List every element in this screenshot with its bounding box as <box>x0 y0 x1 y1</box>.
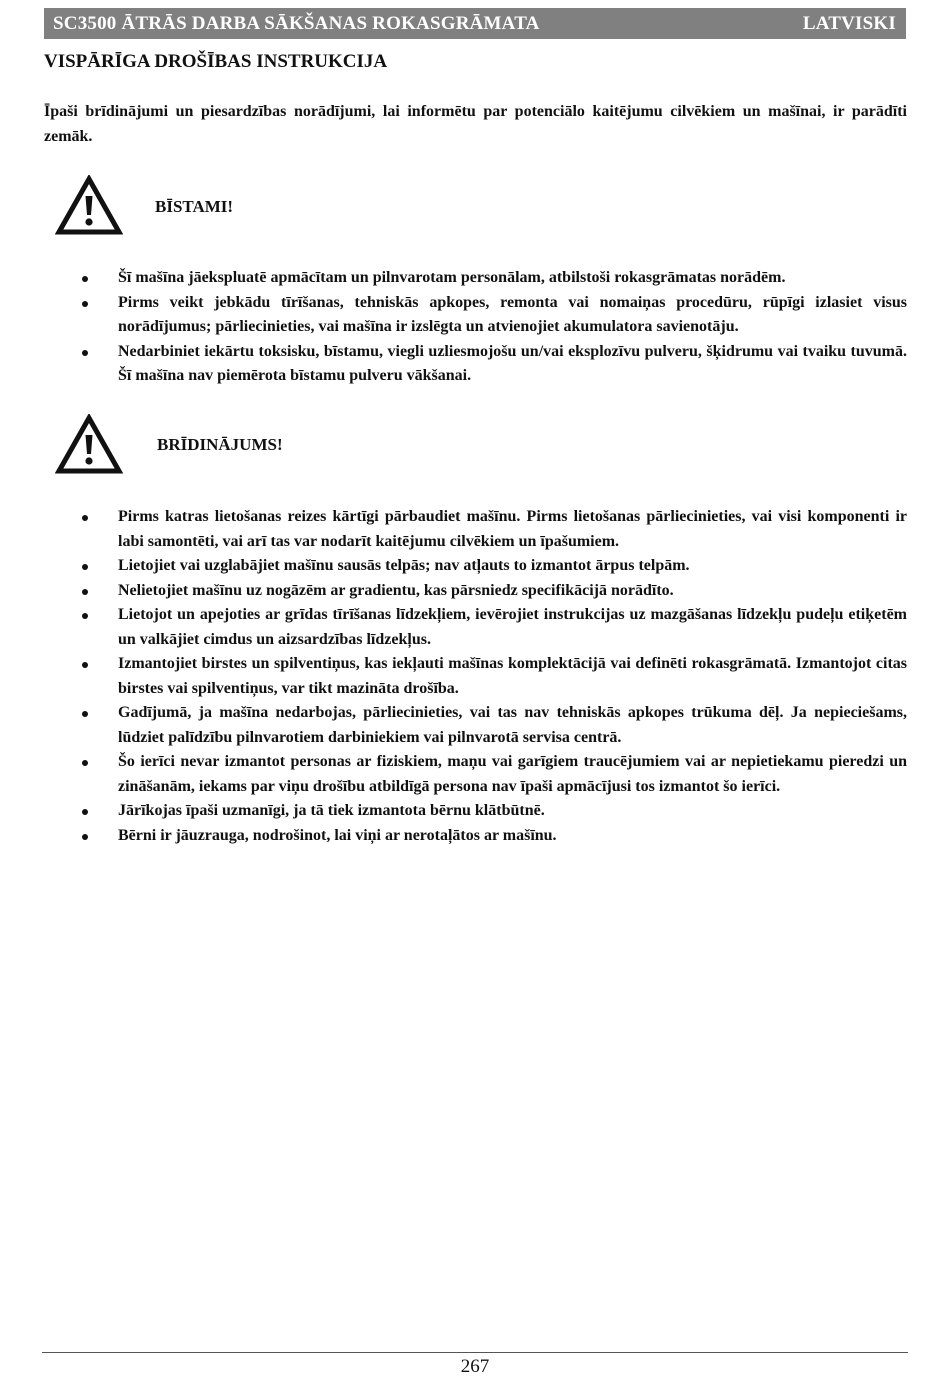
list-item-text: Lietojiet vai uzglabājiet mašīnu sausās telpās; nav atļauts to izmantot ārpus telpām. <box>118 557 690 574</box>
footer-divider <box>42 1352 908 1353</box>
list-item-text: Šī mašīna jāekspluatē apmācītam un pilnvarotam personālam, atbilstoši rokasgrāmatas norādēm. <box>118 269 786 286</box>
danger-list <box>80 266 907 389</box>
danger-label: BĪSTAMI! <box>155 197 234 216</box>
list-item-text: Pirms veikt jebkādu tīrīšanas, tehniskās apkopes, remonta vai nomaiņas procedūru, rūpīgi izlasiet visus norādījumus; pārliecinieties, vai mašīna ir izslēgta un atvienojiet akumulatora savienotāju. <box>118 293 907 335</box>
bullet-icon <box>82 515 88 521</box>
warning-triangle-icon <box>55 175 123 236</box>
list-item-text: Šo ierīci nevar izmantot personas ar fiziskiem, maņu vai garīgiem traucējumiem vai ar nepietiekamu pieredzi un zināšanām, iekams par viņu drošību atbildīgā persona nav īpaši apmācījusi tos izmantot šo ierīci. <box>118 753 907 795</box>
bullet-icon <box>82 613 88 619</box>
list-item <box>80 750 907 799</box>
bullet-icon <box>82 662 88 668</box>
list-item <box>80 701 907 750</box>
warning-label: BRĪDINĀJUMS! <box>157 435 283 454</box>
list-item <box>80 266 907 291</box>
bullet-icon <box>82 276 88 282</box>
list-item-text: Lietojot un apejoties ar grīdas tīrīšanas līdzekļiem, ievērojiet instrukcijas uz mazgāšanas līdzekļu pudeļu etiķetēm un valkājiet cimdus un aizsardzības līdzekļus. <box>118 606 907 648</box>
list-item <box>80 824 907 849</box>
list-item-text: Nedarbiniet iekārtu toksisku, bīstamu, viegli uzliesmojošu un/vai eksplozīvu pulveru, šķidrumu vai tvaiku tuvumā. Šī mašīna nav piemērota bīstamu pulveru vākšanai. <box>118 342 907 384</box>
header-bar <box>44 8 906 39</box>
list-item-text: Bērni ir jāuzrauga, nodrošinot, lai viņi ar nerotaļātos ar mašīnu. <box>118 826 557 844</box>
bullet-icon <box>82 834 88 840</box>
page-number: 267 <box>460 1356 490 1377</box>
list-item <box>80 652 907 701</box>
list-item-text: Izmantojiet birstes un spilventiņus, kas iekļauti mašīnas komplektācijā vai definēti rokasgrāmatā. Izmantojot citas birstes vai spilventiņus, var tikt mazināta drošība. <box>118 655 907 697</box>
bullet-icon <box>82 589 88 595</box>
list-item <box>80 579 907 604</box>
header-language: LATVISKI <box>802 12 896 34</box>
bullet-icon <box>82 711 88 717</box>
bullet-icon <box>82 760 88 766</box>
bullet-icon <box>82 350 88 356</box>
warning-list <box>80 505 907 848</box>
section-title: VISPĀRĪGA DROŠĪBAS INSTRUKCIJA <box>44 51 388 72</box>
list-item-text: Pirms katras lietošanas reizes kārtīgi pārbaudiet mašīnu. Pirms lietošanas pārliecinieties, vai visi komponenti ir labi samontēti, vai arī tas var nodarīt kaitējumu cilvēkiem un īpašumiem. <box>118 508 907 550</box>
list-item-text: Gadījumā, ja mašīna nedarbojas, pārliecinieties, vai tas nav tehniskās apkopes trūkuma dēļ. Ja nepieciešams, lūdziet palīdzību pilnvarotiem darbiniekiem vai pilnvarotā servisa centrā. <box>118 704 907 746</box>
warning-triangle-icon <box>55 414 123 475</box>
list-item-text: Jārīkojas īpaši uzmanīgi, ja tā tiek izmantota bērnu klātbūtnē. <box>118 802 545 819</box>
bullet-icon <box>82 809 88 815</box>
list-item <box>80 603 907 652</box>
bullet-icon <box>82 301 88 307</box>
list-item <box>80 554 907 579</box>
list-item <box>80 291 907 340</box>
list-item <box>80 505 907 554</box>
list-item-text: Nelietojiet mašīnu uz nogāzēm ar gradientu, kas pārsniedz specifikācijā norādīto. <box>118 581 674 599</box>
list-item <box>80 340 907 389</box>
list-item <box>80 799 907 824</box>
intro-paragraph: Īpaši brīdinājumi un piesardzības norādījumi, lai informētu par potenciālo kaitējumu cilvēkiem un mašīnai, ir parādīti zemāk. <box>44 103 907 145</box>
header-title: SC3500 ĀTRĀS DARBA SĀKŠANAS ROKASGRĀMATA <box>53 12 540 34</box>
bullet-icon <box>82 564 88 570</box>
